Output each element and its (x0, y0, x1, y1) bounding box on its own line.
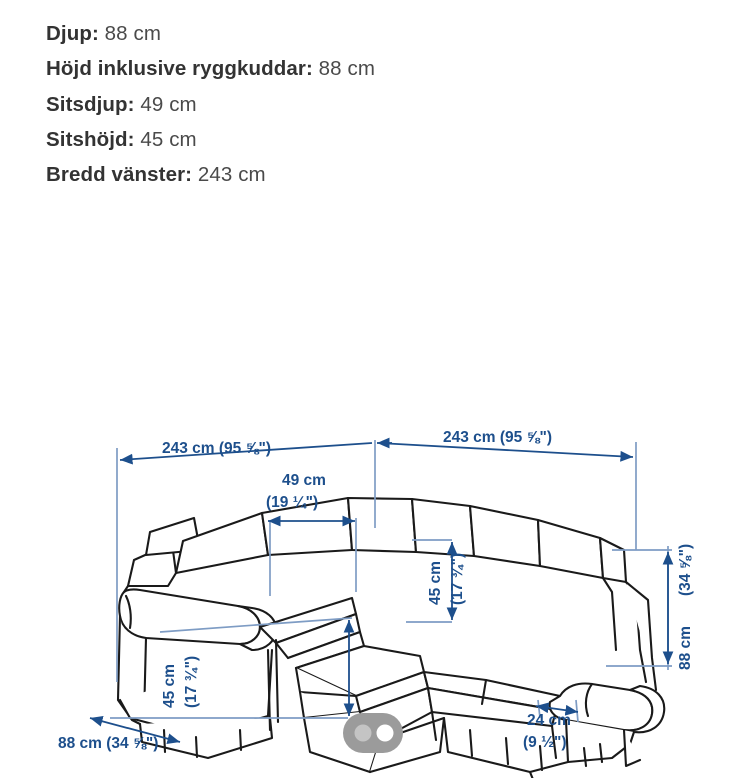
spec-label: Djup: (46, 22, 99, 45)
dim-label-seat-height-right-inch: (17 ¾") (449, 552, 466, 605)
spec-row-hojd-inklusive-ryggkuddar (46, 51, 706, 86)
spec-label: Sitsdjup: (46, 92, 135, 116)
spec-row-sitshojd (46, 122, 706, 157)
dim-label-width-left: 243 cm (95 ⅝") (162, 440, 272, 457)
spec-value: 45 cm (140, 127, 197, 151)
spec-label: Sitshöjd: (46, 127, 135, 151)
dim-label-seat-height-left-cm: 45 cm (161, 664, 178, 708)
spec-value: 49 cm (140, 92, 197, 116)
dim-label-seat-depth-inch: (19 ¼") (266, 494, 319, 511)
dim-label-depth: 88 cm (34 ⅝") (58, 735, 159, 752)
spec-label: Bredd vänster: (46, 163, 193, 186)
dim-label-skirt-cm: 24 cm (527, 712, 571, 729)
spec-value: 88 cm (104, 22, 161, 45)
spec-row-bredd-vanster (46, 157, 706, 192)
dim-label-height-cm: 88 cm (677, 626, 694, 670)
dim-label-seat-height-right-cm: 45 cm (427, 561, 444, 605)
dim-label-height-inch: (34 ⅝") (677, 543, 694, 596)
sofa-dimension-diagram (0, 400, 749, 778)
watermark-dot-left (355, 725, 372, 742)
spec-value: 88 cm (318, 57, 375, 81)
spec-value: 243 cm (197, 163, 266, 186)
spec-row-sitsdjup (46, 87, 706, 122)
dim-label-width-right: 243 cm (95 ⅝") (443, 429, 553, 446)
specification-list (46, 16, 706, 192)
dim-label-seat-depth-cm: 49 cm (282, 472, 326, 489)
spec-label: Höjd inklusive ryggkuddar: (46, 57, 313, 81)
watermark-badge (343, 713, 403, 753)
dim-label-skirt-inch: (9 ½") (523, 734, 567, 751)
watermark-dot-right (377, 725, 394, 742)
spec-row-djup (46, 16, 706, 51)
dim-label-seat-height-left-inch: (17 ¾") (183, 655, 200, 708)
